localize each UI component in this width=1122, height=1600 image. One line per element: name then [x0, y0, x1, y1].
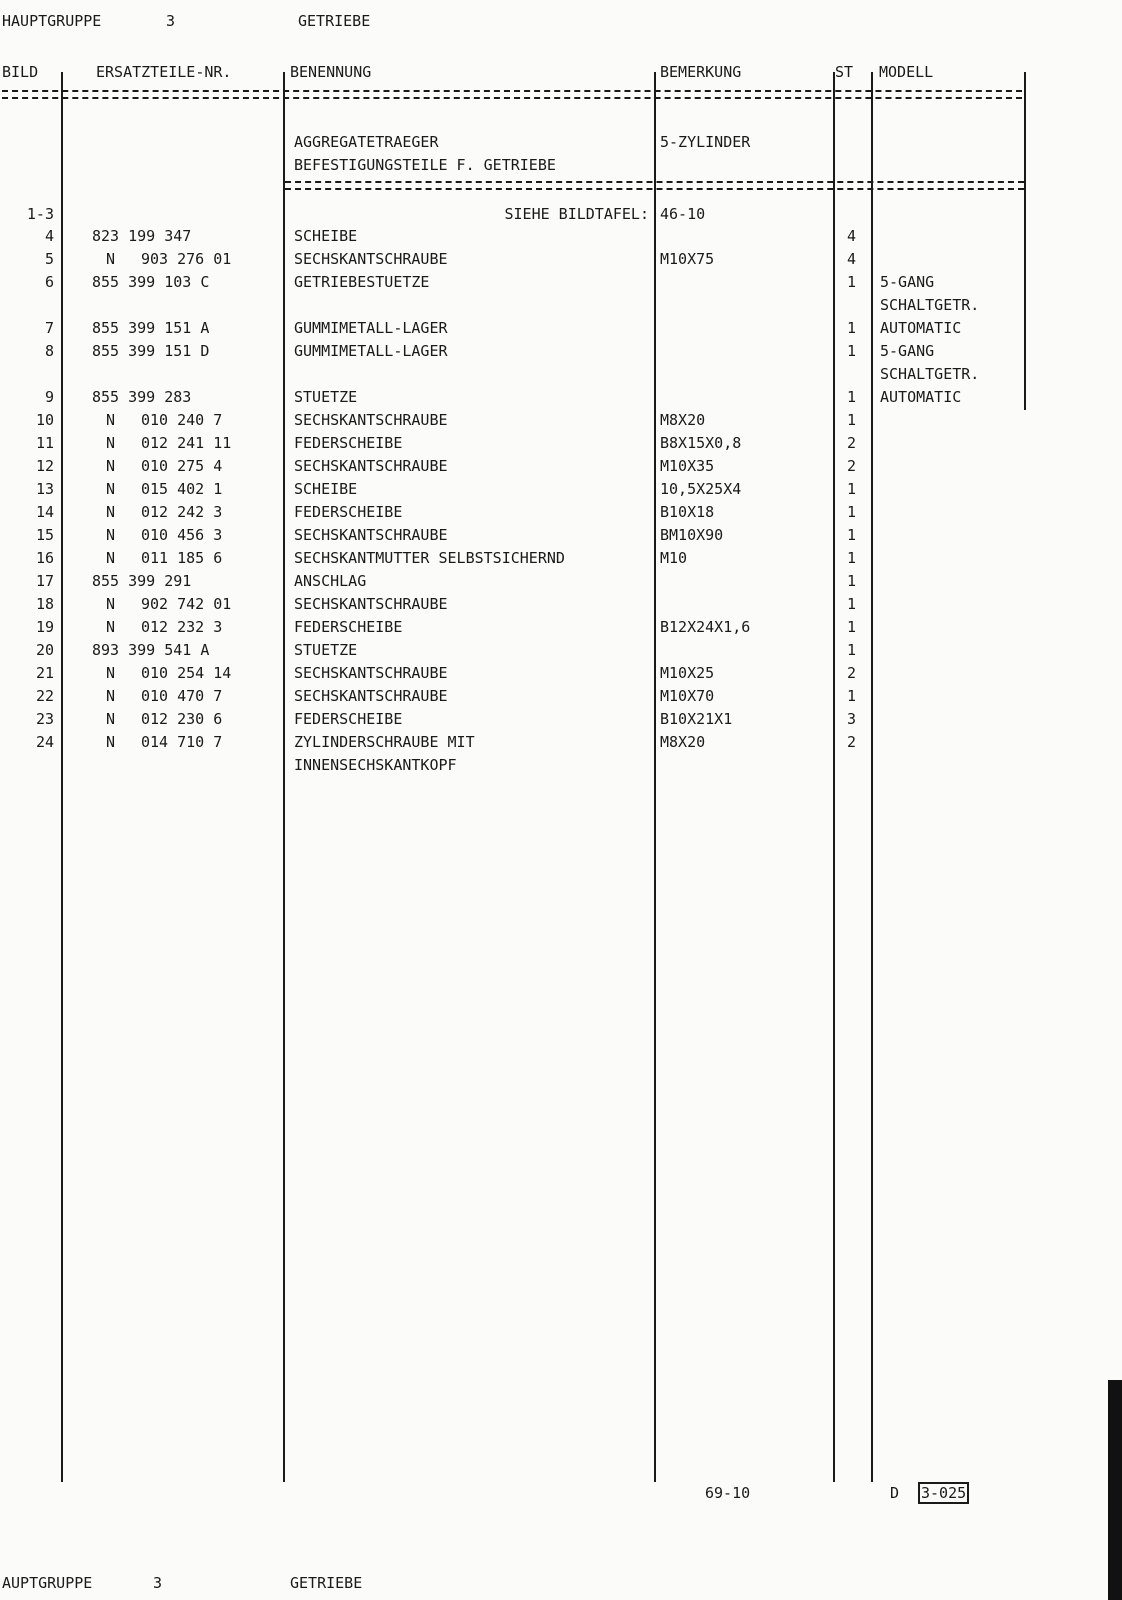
row-name: SECHSKANTSCHRAUBE	[294, 595, 448, 613]
row-bild: 12	[35, 457, 54, 475]
row-part-number: 010 275 4	[141, 457, 223, 475]
row-prefix: N	[106, 687, 116, 705]
row-prefix: N	[106, 595, 116, 613]
row-bild: 23	[35, 710, 54, 728]
row-bild: 16	[35, 549, 54, 567]
row-part-number: 011 185 6	[141, 549, 223, 567]
row-qty: 1	[846, 572, 856, 590]
row-qty: 3	[846, 710, 856, 728]
row-remark: 10,5X25X4	[660, 480, 742, 498]
row-bild: 19	[35, 618, 54, 636]
row-part-number: 010 240 7	[141, 411, 223, 429]
row-qty: 1	[846, 503, 856, 521]
row-bild: 9	[44, 388, 54, 406]
row-remark: B10X21X1	[660, 710, 733, 728]
next-group-label: AUPTGRUPPE	[2, 1574, 93, 1592]
row-qty: 1	[846, 480, 856, 498]
col-remark: BEMERKUNG	[660, 63, 742, 81]
row-qty: 1	[846, 411, 856, 429]
row-remark: B8X15X0,8	[660, 434, 742, 452]
row-model: 5-GANG	[880, 273, 935, 291]
row-name: SECHSKANTSCHRAUBE	[294, 526, 448, 544]
row-qty: 2	[846, 457, 856, 475]
row-name: FEDERSCHEIBE	[294, 618, 403, 636]
section-title: AGGREGATETRAEGER	[294, 133, 439, 151]
row-part-number: 012 232 3	[141, 618, 223, 636]
row-name: SECHSKANTSCHRAUBE	[294, 687, 448, 705]
row-part-number: 902 742 01	[141, 595, 232, 613]
row-prefix: N	[106, 457, 116, 475]
row-part-number: 855 399 103 C	[92, 273, 210, 291]
row-prefix: N	[106, 710, 116, 728]
row-prefix: N	[106, 434, 116, 452]
group-label: HAUPTGRUPPE	[2, 12, 102, 30]
col-divider	[871, 72, 873, 1482]
row-name: ANSCHLAG	[294, 572, 367, 590]
row-part-number: 015 402 1	[141, 480, 223, 498]
group-number: 3	[166, 12, 176, 30]
section-subtitle: BEFESTIGUNGSTEILE F. GETRIEBE	[294, 156, 556, 174]
row-qty: 4	[846, 250, 856, 268]
row-bild: 11	[35, 434, 54, 452]
page-ref: 69-10	[705, 1484, 751, 1502]
col-qty: ST	[835, 63, 854, 81]
col-divider	[654, 72, 656, 1482]
row-name: GUMMIMETALL-LAGER	[294, 319, 448, 337]
col-bild: BILD	[2, 63, 39, 81]
row-remark: M10X25	[660, 664, 715, 682]
row-prefix: N	[106, 733, 116, 751]
row-name: SECHSKANTSCHRAUBE	[294, 457, 448, 475]
row-remark: M10	[660, 549, 688, 567]
row-qty: 2	[846, 434, 856, 452]
row-remark: B10X18	[660, 503, 715, 521]
row-part-number: 855 399 283	[92, 388, 192, 406]
row-remark: M10X70	[660, 687, 715, 705]
row-name: SECHSKANTSCHRAUBE	[294, 250, 448, 268]
row-bild: 24	[35, 733, 54, 751]
header-rule	[2, 90, 1022, 99]
ref-text: SIEHE BILDTAFEL:	[504, 205, 649, 223]
col-part-no: ERSATZTEILE-NR.	[96, 63, 232, 81]
row-part-number: 893 399 541 A	[92, 641, 210, 659]
row-bild: 22	[35, 687, 54, 705]
row-bild: 18	[35, 595, 54, 613]
row-remark: M10X35	[660, 457, 715, 475]
row-part-number: 855 399 151 D	[92, 342, 210, 360]
row-qty: 1	[846, 595, 856, 613]
row-bild: 15	[35, 526, 54, 544]
row-name: FEDERSCHEIBE	[294, 503, 403, 521]
row-qty: 2	[846, 733, 856, 751]
row-bild: 13	[35, 480, 54, 498]
row-qty: 1	[846, 618, 856, 636]
row-qty: 2	[846, 664, 856, 682]
row-qty: 1	[846, 549, 856, 567]
row-name: SECHSKANTSCHRAUBE	[294, 411, 448, 429]
row-part-number: 855 399 151 A	[92, 319, 210, 337]
col-divider	[61, 72, 63, 1482]
row-prefix: N	[106, 618, 116, 636]
row-model: AUTOMATIC	[880, 319, 962, 337]
row-remark: B12X24X1,6	[660, 618, 751, 636]
row-name: GETRIEBESTUETZE	[294, 273, 430, 291]
row-part-number: 014 710 7	[141, 733, 223, 751]
col-model: MODELL	[879, 63, 934, 81]
row-name: FEDERSCHEIBE	[294, 434, 403, 452]
row-bild: 5	[44, 250, 54, 268]
row-bild: 7	[44, 319, 54, 337]
row-name: FEDERSCHEIBE	[294, 710, 403, 728]
row-qty: 1	[846, 526, 856, 544]
row-name: SECHSKANTMUTTER SELBSTSICHERND	[294, 549, 565, 567]
row-model-cont: SCHALTGETR.	[880, 296, 980, 314]
language-code: D	[890, 1484, 900, 1502]
row-bild: 21	[35, 664, 54, 682]
row-qty: 1	[846, 273, 856, 291]
ref-value: 46-10	[660, 205, 706, 223]
row-model: AUTOMATIC	[880, 388, 962, 406]
row-prefix: N	[106, 549, 116, 567]
row-part-number: 012 230 6	[141, 710, 223, 728]
row-name: STUETZE	[294, 388, 358, 406]
row-prefix: N	[106, 664, 116, 682]
row-remark: M10X75	[660, 250, 715, 268]
row-qty: 1	[846, 388, 856, 406]
row-part-number: 010 254 14	[141, 664, 232, 682]
row-part-number: 823 199 347	[92, 227, 192, 245]
row-name: SCHEIBE	[294, 480, 358, 498]
row-name: GUMMIMETALL-LAGER	[294, 342, 448, 360]
row-name: SECHSKANTSCHRAUBE	[294, 664, 448, 682]
ref-bild: 1-3	[26, 205, 54, 223]
scan-edge-mark	[1108, 1380, 1122, 1600]
row-bild: 20	[35, 641, 54, 659]
row-name: SCHEIBE	[294, 227, 358, 245]
row-qty: 1	[846, 641, 856, 659]
row-prefix: N	[106, 526, 116, 544]
row-model-cont: SCHALTGETR.	[880, 365, 980, 383]
row-bild: 4	[44, 227, 54, 245]
row-bild: 8	[44, 342, 54, 360]
page-code: 3-025	[918, 1482, 969, 1504]
row-remark: BM10X90	[660, 526, 724, 544]
row-part-number: 903 276 01	[141, 250, 232, 268]
col-divider	[283, 72, 285, 1482]
row-name-cont: INNENSECHSKANTKOPF	[294, 756, 457, 774]
row-qty: 1	[846, 319, 856, 337]
row-part-number: 010 470 7	[141, 687, 223, 705]
row-bild: 14	[35, 503, 54, 521]
section-remark: 5-ZYLINDER	[660, 133, 751, 151]
next-group-name: GETRIEBE	[290, 1574, 363, 1592]
row-qty: 4	[846, 227, 856, 245]
col-name: BENENNUNG	[290, 63, 372, 81]
row-part-number: 012 241 11	[141, 434, 232, 452]
row-prefix: N	[106, 250, 116, 268]
row-prefix: N	[106, 480, 116, 498]
row-bild: 17	[35, 572, 54, 590]
col-divider	[1024, 72, 1026, 410]
group-name: GETRIEBE	[298, 12, 371, 30]
section-rule	[285, 181, 1024, 190]
row-name: ZYLINDERSCHRAUBE MIT	[294, 733, 475, 751]
row-part-number: 855 399 291	[92, 572, 192, 590]
row-bild: 6	[44, 273, 54, 291]
row-remark: M8X20	[660, 411, 706, 429]
row-bild: 10	[35, 411, 54, 429]
row-remark: M8X20	[660, 733, 706, 751]
row-part-number: 010 456 3	[141, 526, 223, 544]
next-group-number: 3	[153, 1574, 163, 1592]
row-prefix: N	[106, 503, 116, 521]
col-divider	[833, 72, 835, 1482]
row-name: STUETZE	[294, 641, 358, 659]
row-part-number: 012 242 3	[141, 503, 223, 521]
row-prefix: N	[106, 411, 116, 429]
row-qty: 1	[846, 687, 856, 705]
row-qty: 1	[846, 342, 856, 360]
row-model: 5-GANG	[880, 342, 935, 360]
